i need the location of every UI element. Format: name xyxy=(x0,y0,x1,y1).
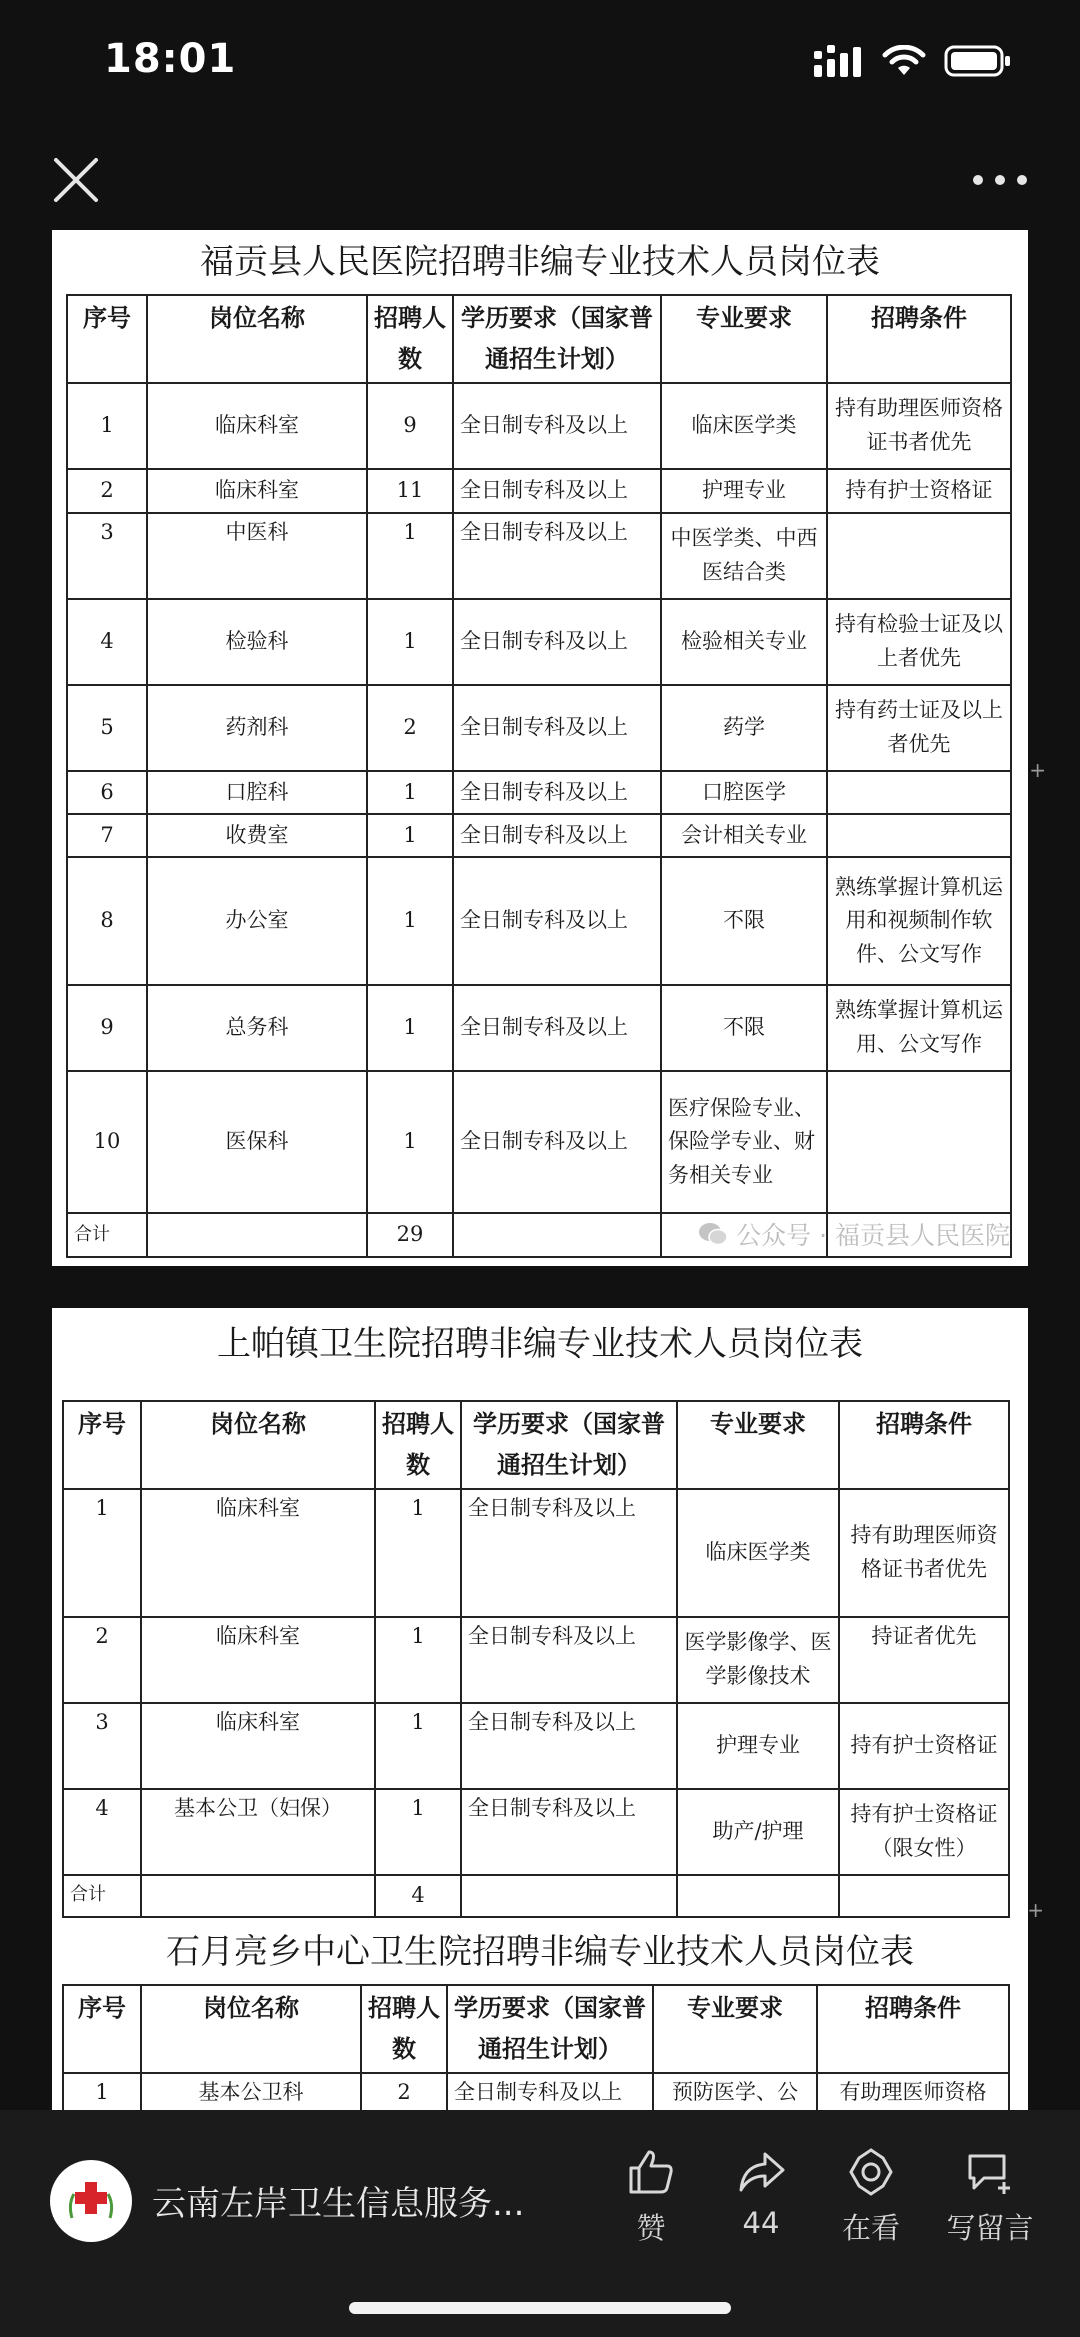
status-bar xyxy=(0,0,1080,130)
table-title: 石月亮乡中心卫生院招聘非编专业技术人员岗位表 xyxy=(166,1932,914,1972)
cell-major: 药学 xyxy=(661,685,827,771)
table-row xyxy=(67,1071,1011,1213)
table-header-row xyxy=(63,1401,1009,1489)
cell-major: 助产/护理 xyxy=(677,1789,839,1875)
red-cross-logo-icon xyxy=(50,2160,132,2242)
cell-position: 临床科室 xyxy=(141,1489,375,1617)
like-button[interactable] xyxy=(596,2146,706,2247)
thumbs-up-icon xyxy=(625,2146,677,2198)
comment-label: 写留言 xyxy=(946,2211,1034,2245)
cell-no: 1 xyxy=(63,1489,141,1617)
like-label: 赞 xyxy=(636,2211,666,2245)
cell-no: 8 xyxy=(67,857,147,985)
cell-no: 9 xyxy=(67,985,147,1071)
share-icon xyxy=(735,2146,787,2198)
status-icons xyxy=(814,44,1012,78)
share-button[interactable] xyxy=(706,2146,816,2240)
cell-education: 全日制专科及以上 xyxy=(453,814,661,857)
cell-count: 11 xyxy=(367,469,453,513)
cell-major: 中医学类、中西医结合类 xyxy=(661,513,827,599)
comment-button[interactable] xyxy=(930,2146,1050,2247)
table-row xyxy=(67,771,1011,814)
wechat-icon xyxy=(698,1221,728,1247)
status-time: 18:01 xyxy=(104,36,237,82)
empty-cell xyxy=(453,1213,661,1257)
cell-major: 护理专业 xyxy=(677,1703,839,1789)
cell-education: 全日制专科及以上 xyxy=(453,469,661,513)
cell-count: 1 xyxy=(375,1703,461,1789)
table-row xyxy=(63,2073,1009,2110)
share-count: 44 xyxy=(742,2206,780,2240)
cell-major: 护理专业 xyxy=(661,469,827,513)
cell-position: 临床科室 xyxy=(141,1703,375,1789)
cell-major: 医疗保险专业、保险学专业、财务相关专业 xyxy=(661,1071,827,1213)
cell-condition: 持有助理医师资格证书者优先 xyxy=(839,1489,1009,1617)
cell-no: 6 xyxy=(67,771,147,814)
cell-position: 总务科 xyxy=(147,985,367,1071)
more-options-icon[interactable] xyxy=(970,166,1030,194)
cell-count: 2 xyxy=(367,685,453,771)
empty-cell xyxy=(147,1213,367,1257)
watermark-text: 公众号 · 福贡县人民医院 xyxy=(736,1221,1010,1250)
home-indicator[interactable] xyxy=(349,2302,731,2314)
cell-condition xyxy=(827,814,1011,857)
header-cell: 招聘人数 xyxy=(367,295,453,383)
cell-position: 口腔科 xyxy=(147,771,367,814)
cell-position: 临床科室 xyxy=(147,383,367,469)
table-row xyxy=(63,1617,1009,1703)
header-cell: 岗位名称 xyxy=(141,1985,361,2073)
cell-education: 全日制专科及以上 xyxy=(453,771,661,814)
header-cell: 招聘条件 xyxy=(817,1985,1009,2073)
table-row xyxy=(63,1703,1009,1789)
cell-education: 全日制专科及以上 xyxy=(461,1703,677,1789)
cell-education: 全日制专科及以上 xyxy=(461,1789,677,1875)
table-row xyxy=(67,469,1011,513)
cell-condition: 有助理医师资格 xyxy=(817,2073,1009,2110)
recruitment-table xyxy=(66,294,1012,1258)
cell-position: 基本公卫（妇保） xyxy=(141,1789,375,1875)
cell-no: 7 xyxy=(67,814,147,857)
cell-major: 不限 xyxy=(661,857,827,985)
table-image-township-clinics xyxy=(52,1308,1044,2110)
cell-education: 全日制专科及以上 xyxy=(453,685,661,771)
cell-count: 1 xyxy=(367,857,453,985)
cell-condition: 持有护士资格证 xyxy=(839,1703,1009,1789)
table-row xyxy=(67,857,1011,985)
cell-no: 3 xyxy=(67,513,147,599)
cell-position: 临床科室 xyxy=(147,469,367,513)
cell-no: 2 xyxy=(67,469,147,513)
comment-add-icon xyxy=(964,2146,1016,2198)
header-cell: 专业要求 xyxy=(677,1401,839,1489)
empty-cell xyxy=(461,1875,677,1917)
total-value: 4 xyxy=(375,1875,461,1917)
wifi-icon xyxy=(882,45,926,77)
empty-cell xyxy=(839,1875,1009,1917)
cell-position: 基本公卫科 xyxy=(141,2073,361,2110)
cell-condition xyxy=(827,771,1011,814)
watching-label: 在看 xyxy=(841,2211,900,2245)
table-header-row xyxy=(63,1985,1009,2073)
recruitment-table xyxy=(62,1984,1010,2110)
cell-major: 不限 xyxy=(661,985,827,1071)
empty-cell xyxy=(141,1875,375,1917)
plus-marker: + xyxy=(1029,758,1046,782)
cell-condition: 持有护士资格证 xyxy=(827,469,1011,513)
cell-major: 临床医学类 xyxy=(677,1489,839,1617)
cell-position: 医保科 xyxy=(147,1071,367,1213)
total-label: 合计 xyxy=(67,1213,147,1257)
cell-major: 医学影像学、医学影像技术 xyxy=(677,1617,839,1703)
cell-education: 全日制专科及以上 xyxy=(453,599,661,685)
table-total-row xyxy=(63,1875,1009,1917)
table-row xyxy=(63,1789,1009,1875)
cell-condition xyxy=(827,513,1011,599)
cell-condition: 持有检验士证及以上者优先 xyxy=(827,599,1011,685)
cell-count: 1 xyxy=(367,771,453,814)
cell-no: 2 xyxy=(63,1617,141,1703)
cell-condition: 熟练掌握计算机运用和视频制作软件、公文写作 xyxy=(827,857,1011,985)
header-cell: 学历要求（国家普通招生计划） xyxy=(453,295,661,383)
cell-condition: 持有助理医师资格证书者优先 xyxy=(827,383,1011,469)
cell-major: 检验相关专业 xyxy=(661,599,827,685)
cell-position: 中医科 xyxy=(147,513,367,599)
cell-education: 全日制专科及以上 xyxy=(461,1489,677,1617)
cell-count: 1 xyxy=(367,513,453,599)
cell-position: 检验科 xyxy=(147,599,367,685)
cell-count: 1 xyxy=(367,985,453,1071)
cell-condition: 持有护士资格证（限女性） xyxy=(839,1789,1009,1875)
cell-no: 4 xyxy=(67,599,147,685)
table-header-row xyxy=(67,295,1011,383)
cell-position: 临床科室 xyxy=(141,1617,375,1703)
cell-no: 5 xyxy=(67,685,147,771)
signal-icon xyxy=(814,45,864,77)
header-cell: 专业要求 xyxy=(661,295,827,383)
header-cell: 岗位名称 xyxy=(141,1401,375,1489)
header-cell: 序号 xyxy=(67,295,147,383)
table-row xyxy=(67,513,1011,599)
table-row xyxy=(67,814,1011,857)
cell-education: 全日制专科及以上 xyxy=(453,1071,661,1213)
cell-count: 1 xyxy=(375,1617,461,1703)
cell-condition: 持证者优先 xyxy=(839,1617,1009,1703)
table-image-fugong-hospital xyxy=(52,230,1046,1266)
cell-no: 1 xyxy=(67,383,147,469)
cell-position: 药剂科 xyxy=(147,685,367,771)
cell-count: 1 xyxy=(375,1789,461,1875)
table-row xyxy=(67,599,1011,685)
battery-icon xyxy=(944,44,1012,78)
cell-education: 全日制专科及以上 xyxy=(453,985,661,1071)
watching-button[interactable] xyxy=(816,2146,926,2247)
cell-major: 临床医学类 xyxy=(661,383,827,469)
cell-major: 预防医学、公 xyxy=(653,2073,817,2110)
article-content[interactable] xyxy=(0,230,1080,2110)
cell-major: 口腔医学 xyxy=(661,771,827,814)
nav-bar xyxy=(0,130,1080,230)
cell-count: 1 xyxy=(367,814,453,857)
close-icon[interactable] xyxy=(48,152,104,208)
cell-major: 会计相关专业 xyxy=(661,814,827,857)
table-title: 福贡县人民医院招聘非编专业技术人员岗位表 xyxy=(200,242,880,282)
cell-education: 全日制专科及以上 xyxy=(447,2073,653,2110)
table-title: 上帕镇卫生院招聘非编专业技术人员岗位表 xyxy=(217,1324,863,1364)
cell-count: 9 xyxy=(367,383,453,469)
account-name[interactable]: 云南左岸卫生信息服务... xyxy=(152,2184,525,2224)
table-row xyxy=(67,685,1011,771)
cell-count: 1 xyxy=(375,1489,461,1617)
header-cell: 序号 xyxy=(63,1401,141,1489)
cell-count: 2 xyxy=(361,2073,447,2110)
cell-education: 全日制专科及以上 xyxy=(453,383,661,469)
empty-cell xyxy=(677,1875,839,1917)
recruitment-table xyxy=(62,1400,1010,1918)
cell-condition xyxy=(827,1071,1011,1213)
total-value: 29 xyxy=(367,1213,453,1257)
table-row xyxy=(67,383,1011,469)
cell-education: 全日制专科及以上 xyxy=(453,513,661,599)
cell-education: 全日制专科及以上 xyxy=(453,857,661,985)
header-cell: 序号 xyxy=(63,1985,141,2073)
cell-no: 4 xyxy=(63,1789,141,1875)
header-cell: 学历要求（国家普通招生计划） xyxy=(461,1401,677,1489)
total-label: 合计 xyxy=(63,1875,141,1917)
header-cell: 岗位名称 xyxy=(147,295,367,383)
cell-education: 全日制专科及以上 xyxy=(461,1617,677,1703)
cell-no: 10 xyxy=(67,1071,147,1213)
cell-no: 1 xyxy=(63,2073,141,2110)
cell-condition: 熟练掌握计算机运用、公文写作 xyxy=(827,985,1011,1071)
header-cell: 招聘条件 xyxy=(827,295,1011,383)
header-cell: 专业要求 xyxy=(653,1985,817,2073)
header-cell: 招聘人数 xyxy=(375,1401,461,1489)
table-row xyxy=(63,1489,1009,1617)
cell-count: 1 xyxy=(367,599,453,685)
header-cell: 招聘人数 xyxy=(361,1985,447,2073)
cell-position: 收费室 xyxy=(147,814,367,857)
table-row xyxy=(67,985,1011,1071)
header-cell: 学历要求（国家普通招生计划） xyxy=(447,1985,653,2073)
cell-no: 3 xyxy=(63,1703,141,1789)
cell-count: 1 xyxy=(367,1071,453,1213)
cell-position: 办公室 xyxy=(147,857,367,985)
account-avatar[interactable] xyxy=(50,2160,132,2242)
cell-condition: 持有药士证及以上者优先 xyxy=(827,685,1011,771)
flower-icon xyxy=(845,2146,897,2198)
watermark xyxy=(698,1216,1010,1252)
header-cell: 招聘条件 xyxy=(839,1401,1009,1489)
plus-marker: + xyxy=(1027,1898,1044,1922)
